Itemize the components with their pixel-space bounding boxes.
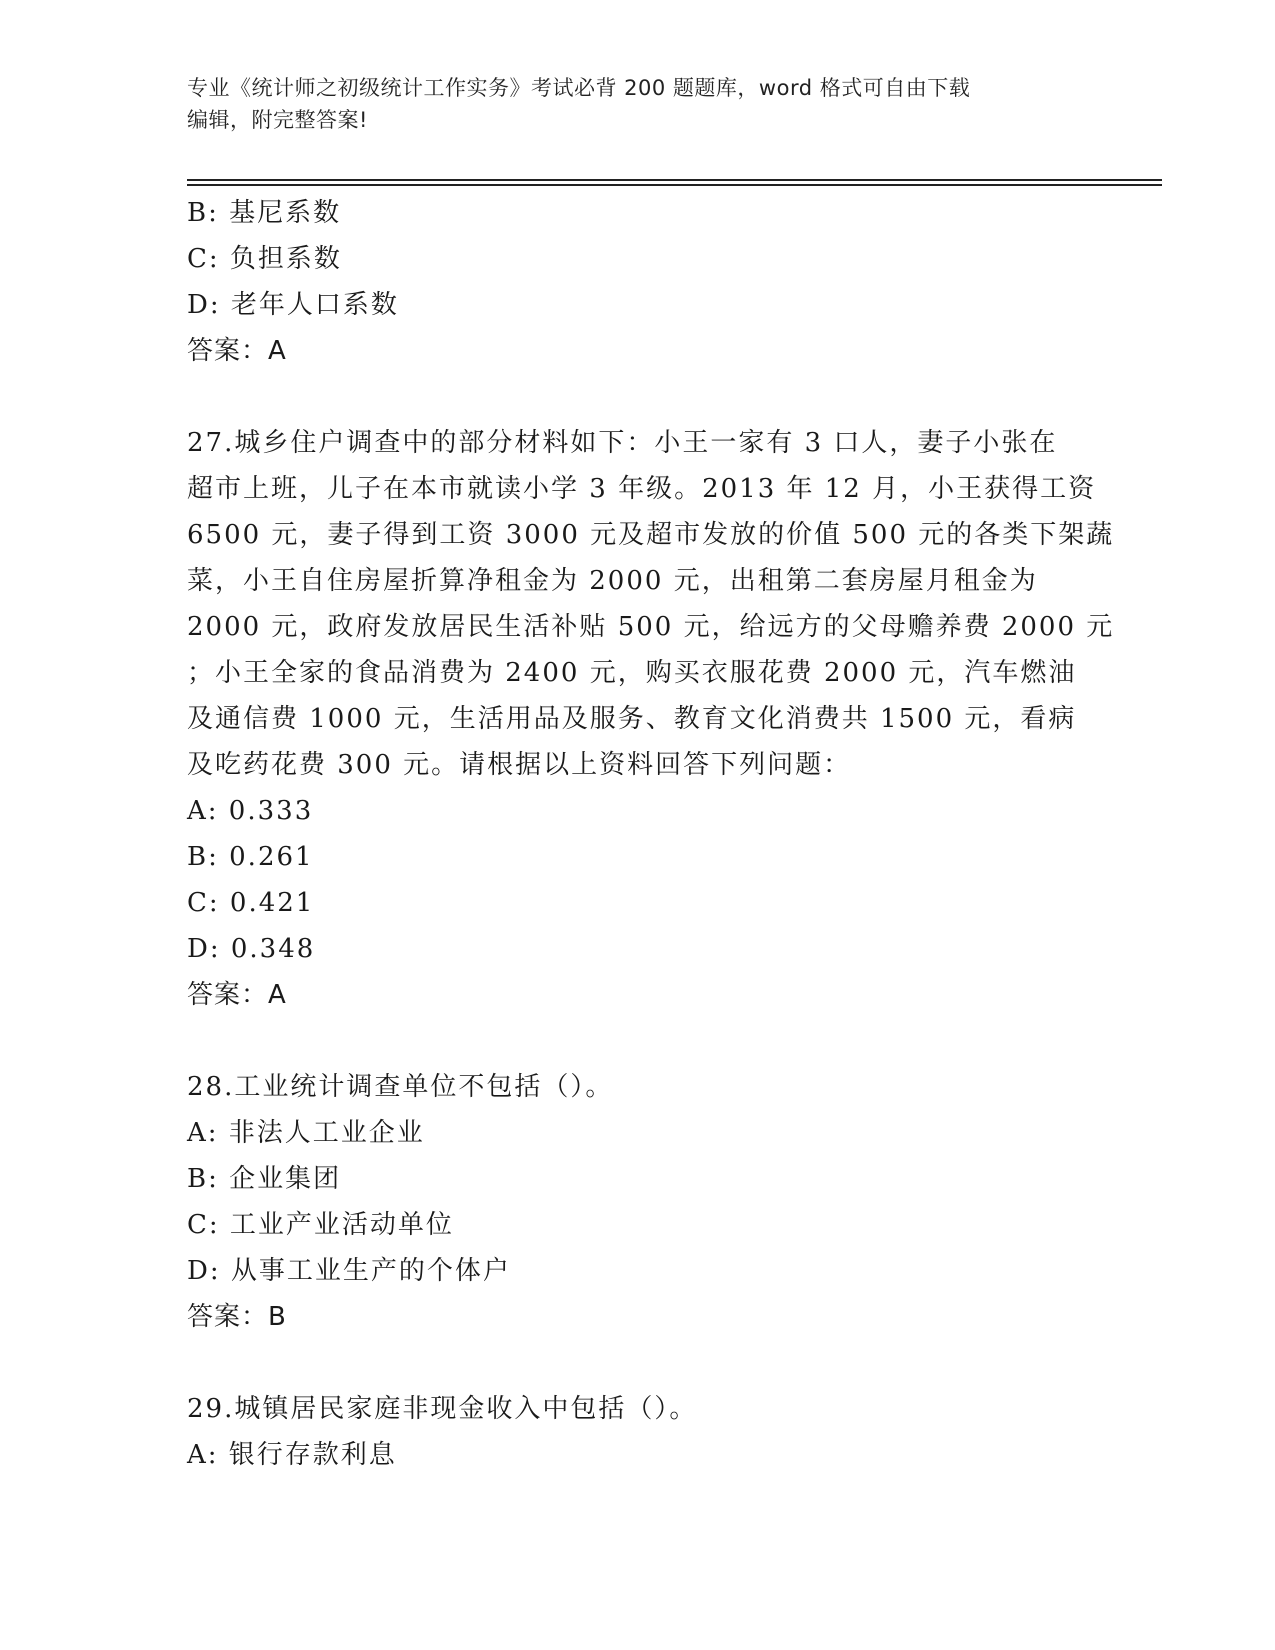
question-28	[187, 1064, 1087, 1340]
question-stem	[187, 420, 1115, 788]
option-c: C: 负担系数	[187, 244, 342, 274]
option-c: C: 0.421	[187, 888, 315, 918]
answer: 答案：B	[187, 1302, 287, 1332]
stem-line: 6500 元，妻子得到工资 3000 元及超市发放的价值 500 元的各类下架蔬	[187, 520, 1115, 550]
question-stem: 29.城镇居民家庭非现金收入中包括（）。	[187, 1394, 698, 1424]
option-c: C: 工业产业活动单位	[187, 1210, 454, 1240]
option-b: B: 0.261	[187, 842, 314, 872]
option-a: A: 银行存款利息	[187, 1440, 397, 1470]
option-d: D: 从事工业生产的个体户	[187, 1256, 511, 1286]
stem-line: ；小王全家的食品消费为 2400 元，购买衣服花费 2000 元，汽车燃油	[187, 658, 1077, 688]
header-line-1: 专业《统计师之初级统计工作实务》考试必背 200 题题库，word 格式可自由下载	[187, 76, 971, 100]
stem-line: 超市上班，儿子在本市就读小学 3 年级。2013 年 12 月，小王获得工资	[187, 474, 1097, 504]
option-a: A: 非法人工业企业	[187, 1118, 425, 1148]
question-29	[187, 1386, 1087, 1478]
header-line-2: 编辑，附完整答案!	[187, 108, 368, 132]
header-divider-bottom	[187, 184, 1162, 186]
stem-line: 及吃药花费 300 元。请根据以上资料回答下列问题：	[187, 750, 852, 780]
stem-line: 及通信费 1000 元，生活用品及服务、教育文化消费共 1500 元，看病	[187, 704, 1077, 734]
option-a: A: 0.333	[187, 796, 314, 826]
answer: 答案：A	[187, 336, 287, 366]
question-stem: 28.工业统计调查单位不包括（）。	[187, 1072, 614, 1102]
document-body	[187, 190, 1115, 1478]
stem-line: 菜，小王自住房屋折算净租金为 2000 元，出租第二套房屋月租金为	[187, 566, 1038, 596]
stem-line: 2000 元，政府发放居民生活补贴 500 元，给远方的父母赡养费 2000 元	[187, 612, 1115, 642]
question-26-tail	[187, 190, 1087, 374]
option-b: B: 基尼系数	[187, 198, 342, 228]
option-b: B: 企业集团	[187, 1164, 342, 1194]
option-d: D: 0.348	[187, 934, 316, 964]
option-d: D: 老年人口系数	[187, 290, 399, 320]
question-27	[187, 420, 1115, 1018]
stem-line: 27.城乡住户调查中的部分材料如下：小王一家有 3 口人，妻子小张在	[187, 428, 1058, 458]
document-header	[187, 72, 1087, 136]
header-divider-top	[187, 179, 1162, 181]
answer: 答案：A	[187, 980, 287, 1010]
